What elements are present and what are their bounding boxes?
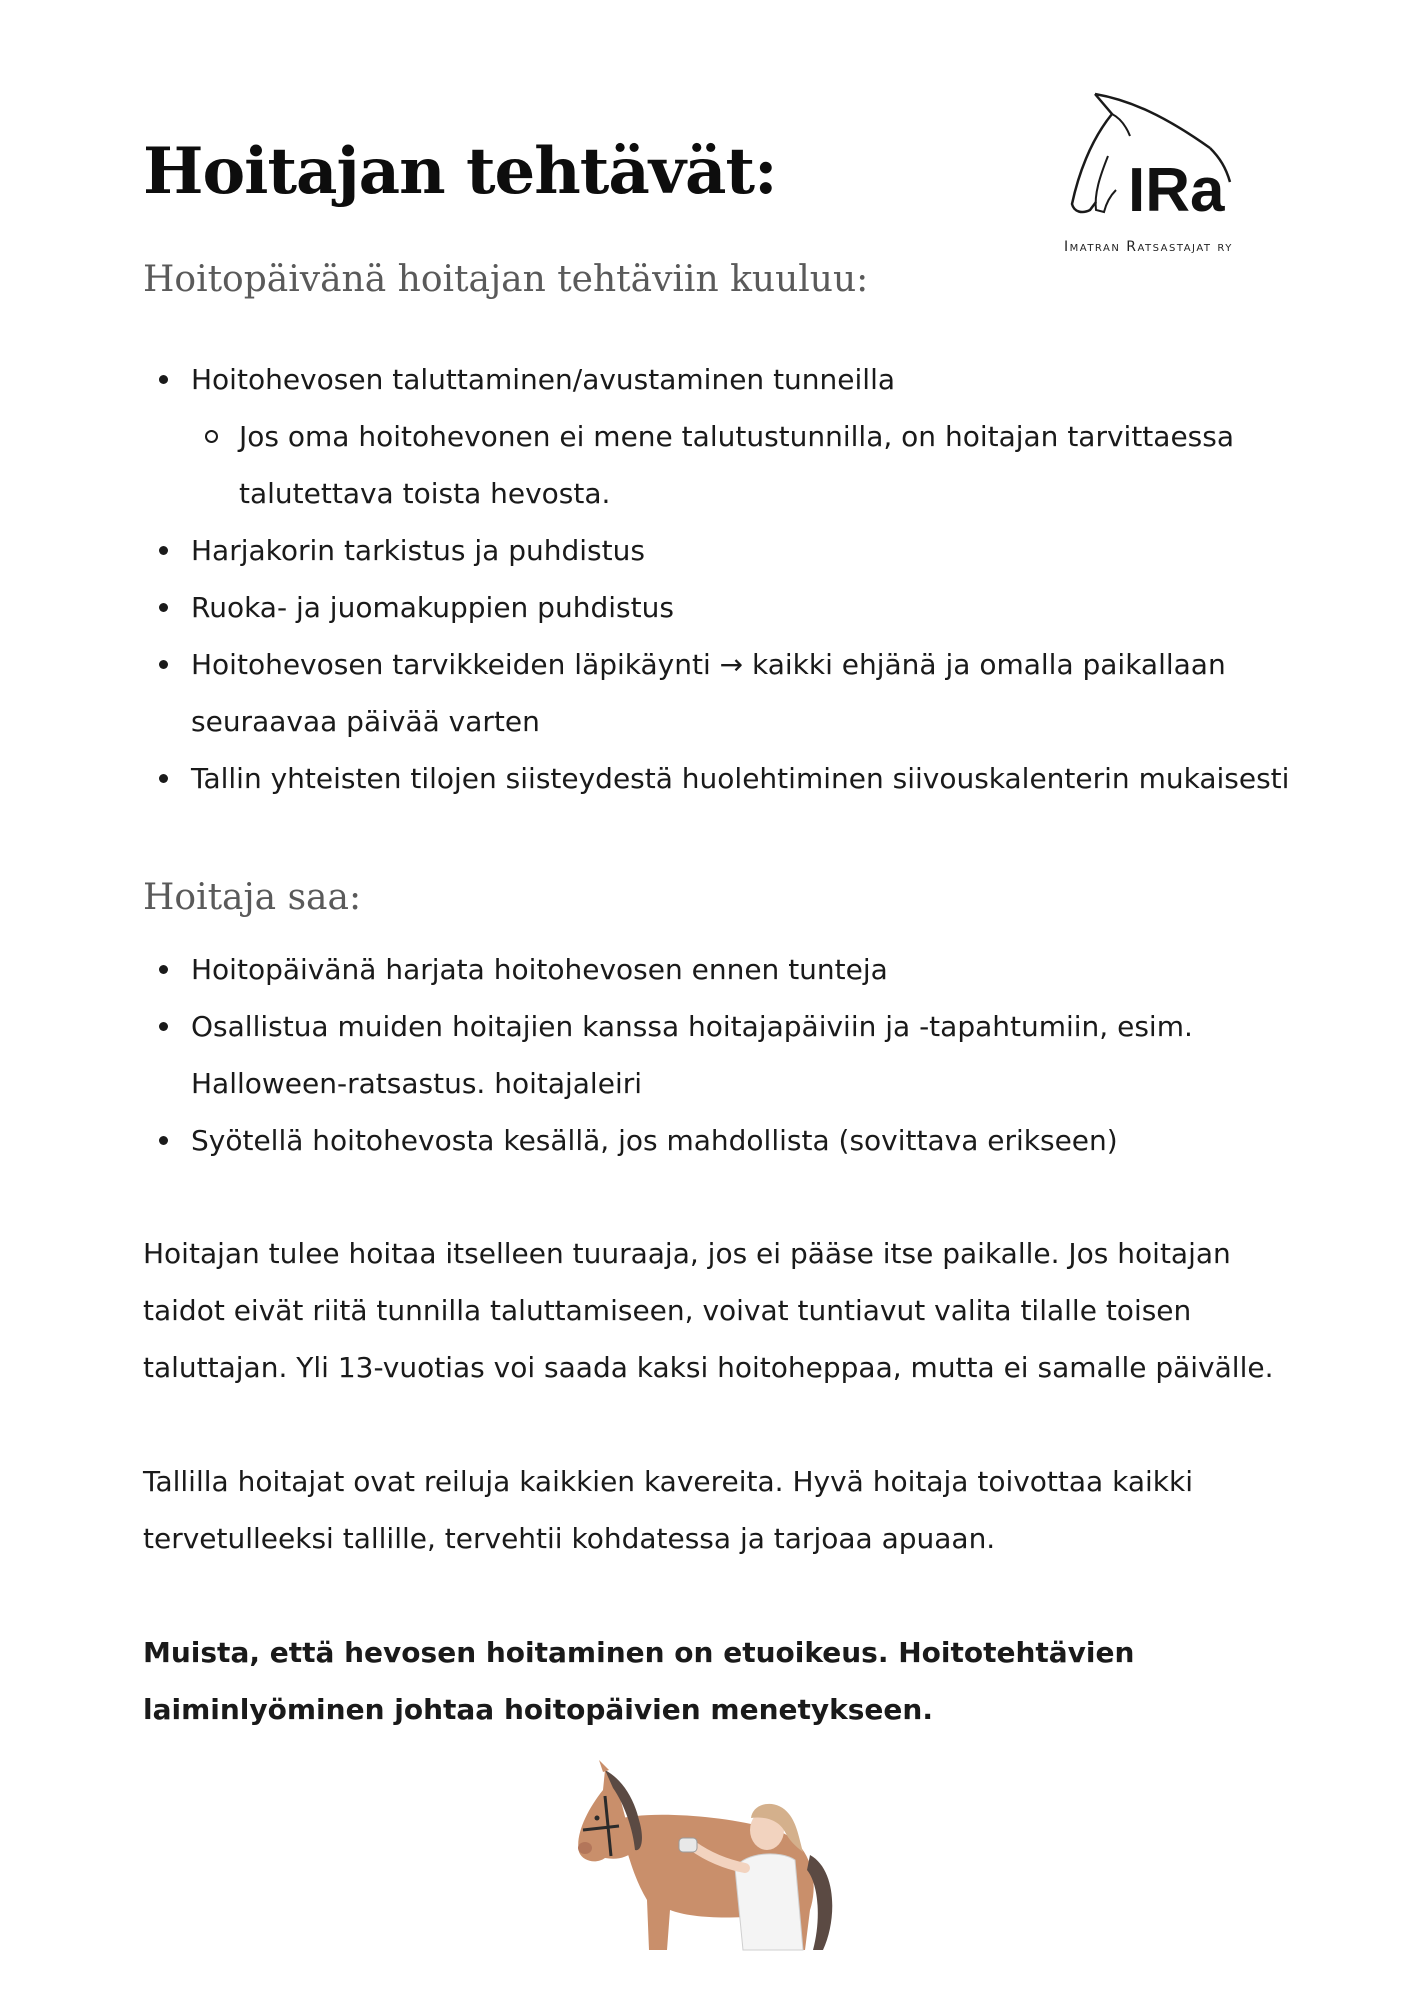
privileges-list xyxy=(143,941,1293,1169)
paragraph-substitute: Hoitajan tulee hoitaa itselleen tuuraaja, jos ei pääse itse paikalle. Jos hoitajan taidot eivät riitä tunnilla taluttamiseen, voivat tuntiavut valita tilalle toisen taluttajan. Yli 13-vuotias voi saada kaksi hoitoheppaa, mutta ei samalle päivälle. xyxy=(143,1237,1274,1384)
list-item: Osallistua muiden hoitajien kanssa hoitajapäiviin ja -tapahtumiin, esim. Halloween-ratsastus. hoitajaleiri xyxy=(143,998,1293,1112)
list-item: Tallin yhteisten tilojen siisteydestä huolehtiminen siivouskalenterin mukaisesti xyxy=(143,750,1293,807)
list-item: Syötellä hoitohevosta kesällä, jos mahdollista (sovittava erikseen) xyxy=(143,1112,1293,1169)
logo-caption: Imatran Ratsastajat ry xyxy=(1064,239,1233,255)
section2-heading: Hoitaja saa: xyxy=(143,877,362,918)
logo-text: IRa xyxy=(1128,156,1225,225)
list-item: Hoitohevosen tarvikkeiden läpikäynti → kaikki ehjänä ja omalla paikallaan seuraavaa päivää varten xyxy=(143,636,1293,750)
list-item: Harjakorin tarkistus ja puhdistus xyxy=(143,522,1293,579)
list-item: Ruoka- ja juomakuppien puhdistus xyxy=(143,579,1293,636)
paragraph-stable-manners: Tallilla hoitajat ovat reiluja kaikkien kavereita. Hyvä hoitaja toivottaa kaikki tervetulleeksi tallille, tervehtii kohdatessa ja tarjoaa apuaan. xyxy=(143,1465,1193,1555)
list-item: Hoitohevosen taluttaminen/avustaminen tunneilla xyxy=(143,351,1293,408)
section1-heading: Hoitopäivänä hoitajan tehtäviin kuuluu: xyxy=(143,259,869,300)
page-title: Hoitajan tehtävät: xyxy=(143,134,777,209)
horse-grooming-illustration xyxy=(575,1760,845,1955)
list-subitem: Jos oma hoitohevonen ei mene talutustunnilla, on hoitajan tarvittaessa talutettava toista hevosta. xyxy=(143,408,1293,522)
list-item: Hoitopäivänä harjata hoitohevosen ennen tunteja xyxy=(143,941,1293,998)
duties-list xyxy=(143,351,1293,807)
paragraph-warning: Muista, että hevosen hoitaminen on etuoikeus. Hoitotehtävien laiminlyöminen johtaa hoitopäivien menetykseen. xyxy=(143,1636,1135,1726)
